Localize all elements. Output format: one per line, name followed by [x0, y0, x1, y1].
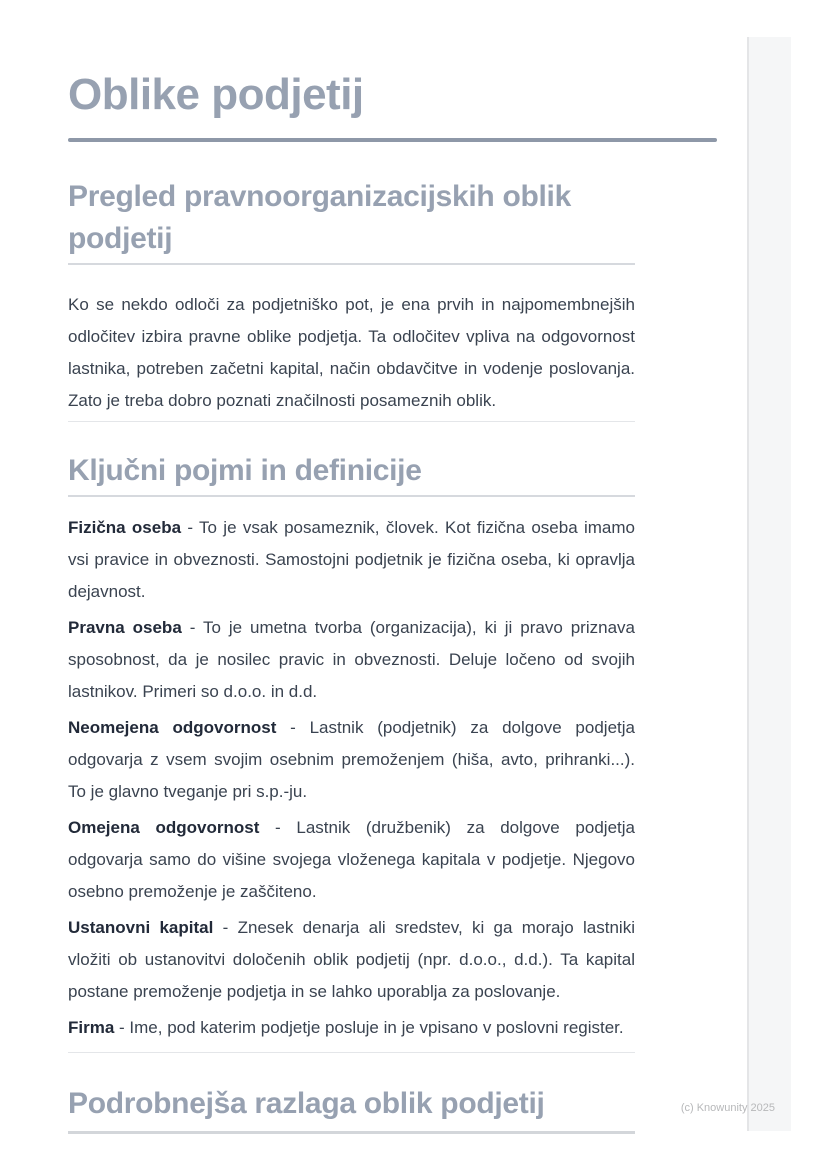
section-divider — [68, 1052, 635, 1053]
definition-paragraph — [68, 612, 635, 708]
definition-term: Pravna oseba — [68, 618, 182, 637]
copyright-watermark: (c) Knowunity 2025 — [680, 1102, 775, 1114]
definition-paragraph — [68, 912, 635, 1008]
definition-text: - Lastnik (družbenik) za dolgove podjetja odgovarja samo do višine svojega vloženega kapitala v podjetje. Njegovo osebno premoženje je zaščiteno. — [68, 818, 635, 901]
intro-paragraph: Ko se nekdo odloči za podjetniško pot, je ena prvih in najpomembnejših odločitev izbira pravne oblike podjetja. Ta odločitev vpliva na odgovornost lastnika, potreben začetni kapital, način obdavčitve in vodenje poslovanja. Zato je treba dobro poznati značilnosti posameznih oblik. — [68, 295, 635, 410]
definition-term: Fizična oseba — [68, 518, 182, 537]
section-underline — [68, 263, 635, 265]
definition-paragraph — [68, 512, 635, 608]
definition-paragraph — [68, 1012, 635, 1044]
definition-text: - To je vsak posameznik, človek. Kot fizična oseba imamo vsi pravice in obveznosti. Samostojni podjetnik je fizična oseba, ki opravlja dejavnost. — [68, 518, 635, 601]
definition-text: - To je umetna tvorba (organizacija), ki ji pravo priznava sposobnost, da je nosilec pravic in obveznosti. Deluje ločeno od svojih lastnikov. Primeri so d.o.o. in d.d. — [68, 618, 635, 701]
section-heading-definitions: Ključni pojmi in definicije — [68, 454, 422, 487]
page-title: Oblike podjetij — [68, 70, 364, 119]
definition-text: - Znesek denarja ali sredstev, ki ga morajo lastniki vložiti ob ustanovitvi določenih oblik podjetij (npr. d.o.o., d.d.). Ta kapital postane premoženje podjetja in se lahko uporablja za poslovanje. — [68, 918, 635, 1001]
definition-text: - Lastnik (podjetnik) za dolgove podjetja odgovarja z vsem svojim osebnim premoženjem (hiša, avto, prihranki...). To je glavno tveganje pri s.p.-ju. — [68, 718, 635, 801]
definition-term: Firma — [68, 1018, 115, 1037]
definition-paragraph — [68, 712, 635, 808]
section-divider — [68, 421, 635, 422]
definitions-list — [68, 512, 635, 1044]
definition-term: Neomejena odgovornost — [68, 718, 277, 737]
definition-text: - Ime, pod katerim podjetje posluje in je vpisano v poslovni register. — [119, 1018, 624, 1037]
definition-term: Ustanovni kapital — [68, 918, 214, 937]
section-underline — [68, 495, 635, 497]
definition-paragraph — [68, 812, 635, 908]
section-underline — [68, 1131, 635, 1134]
document-content — [68, 0, 635, 1134]
scrollbar-track[interactable] — [747, 37, 791, 1131]
section-heading-overview: Pregled pravnoorganizacijskih oblik podjetij — [68, 180, 571, 255]
definition-term: Omejena odgovornost — [68, 818, 260, 837]
title-underline — [68, 138, 717, 142]
section-heading-detailed: Podrobnejša razlaga oblik podjetij — [68, 1087, 545, 1120]
